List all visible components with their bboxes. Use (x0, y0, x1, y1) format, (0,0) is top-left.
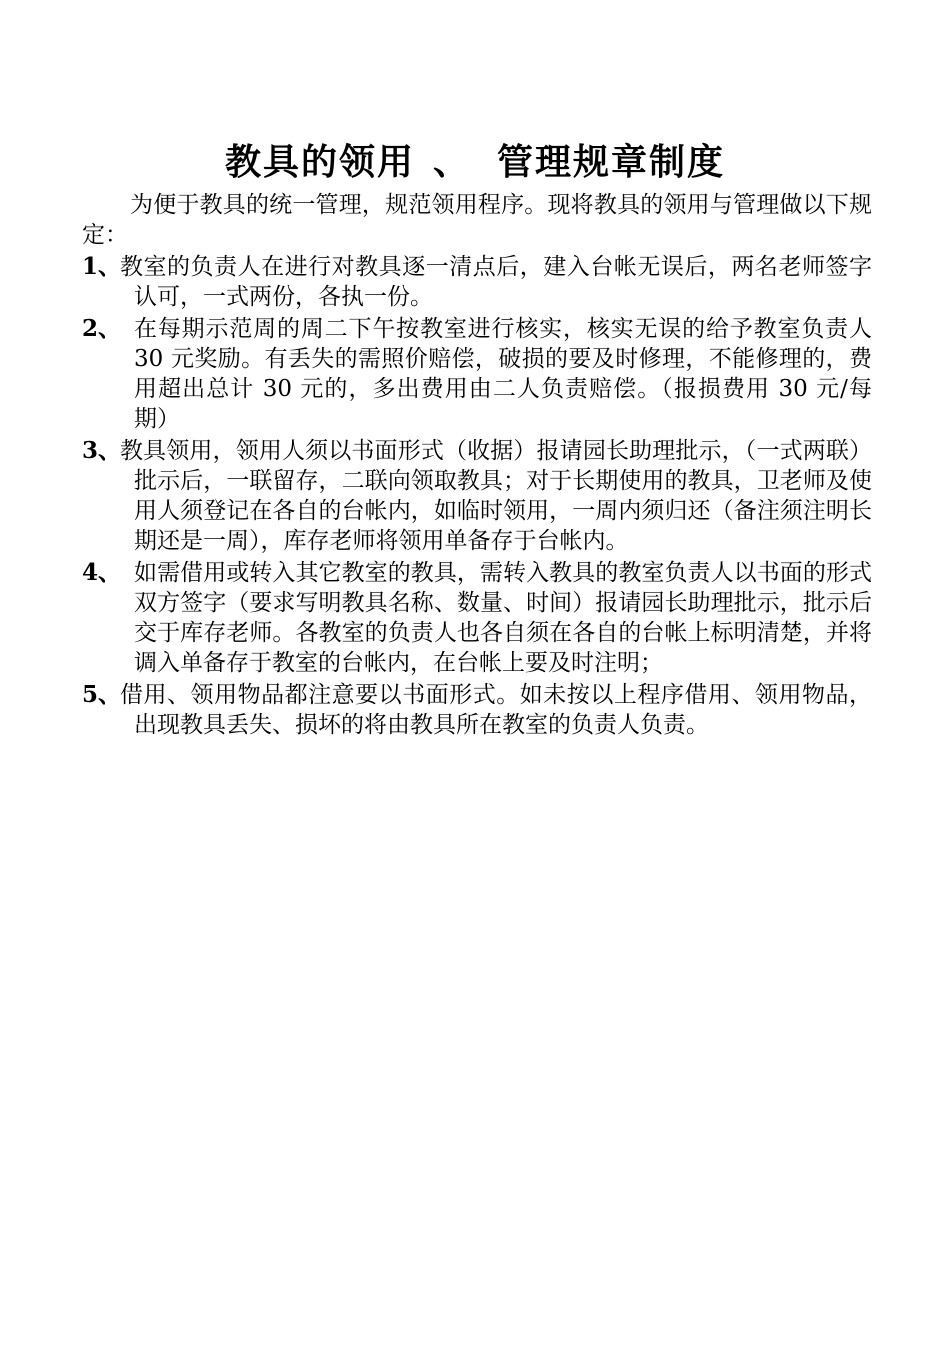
rule-item-4 (82, 558, 872, 678)
rule-text: 借用、领用物品都注意要以书面形式。如未按以上程序借用、领用物品，出现教具丢失、损坏的将由教具所在教室的负责人负责。 (120, 682, 872, 738)
rule-item-5 (82, 680, 872, 740)
title-separator: 、 (432, 141, 471, 183)
rule-number: 1、 (82, 253, 122, 280)
title-main: 教具的领用 (224, 141, 415, 183)
rule-text: 教室的负责人在进行对教具逐一清点后，建入台帐无误后，两名老师签字认可，一式两份，各执一份。 (120, 254, 872, 310)
intro-paragraph: 为便于教具的统一管理，规范领用程序。现将教具的领用与管理做以下规定： (82, 192, 872, 248)
rule-text: 如需借用或转入其它教室的教具，需转入教具的教室负责人以书面的形式双方签字（要求写明教具名称、数量、时间）报请园长助理批示，批示后交于库存老师。各教室的负责人也各自须在各自的台帐上标明清楚，并将调入单备存于教室的台帐内，在台帐上要及时注明； (134, 560, 872, 676)
document-body (82, 190, 872, 742)
rule-text: 教具领用，领用人须以书面形式（收据）报请园长助理批示，（一式两联）批示后，一联留存，二联向领取教具；对于长期使用的教具，卫老师及使用人须登记在各自的台帐内，如临时领用，一周内须归还（备注须注明长期还是一周），库存老师将领用单备存于台帐内。 (120, 438, 872, 554)
rule-item-1 (82, 252, 872, 312)
rule-number: 4、 (82, 559, 122, 586)
rule-text: 在每期示范周的周二下午按教室进行核实，核实无误的给予教室负责人 30 元奖励。有丢失的需照价赔偿，破损的要及时修理，不能修理的，费用超出总计 30 元的，多出费用由二人负责赔偿。（报损费用 30 元/每期） (134, 316, 872, 432)
rule-number: 2、 (82, 315, 122, 342)
rule-number: 3、 (82, 437, 122, 464)
title-rest: 管理规章制度 (497, 141, 726, 183)
document-title (0, 136, 950, 188)
rule-item-3 (82, 436, 872, 556)
rule-number: 5、 (82, 681, 122, 708)
rule-item-2 (82, 314, 872, 434)
